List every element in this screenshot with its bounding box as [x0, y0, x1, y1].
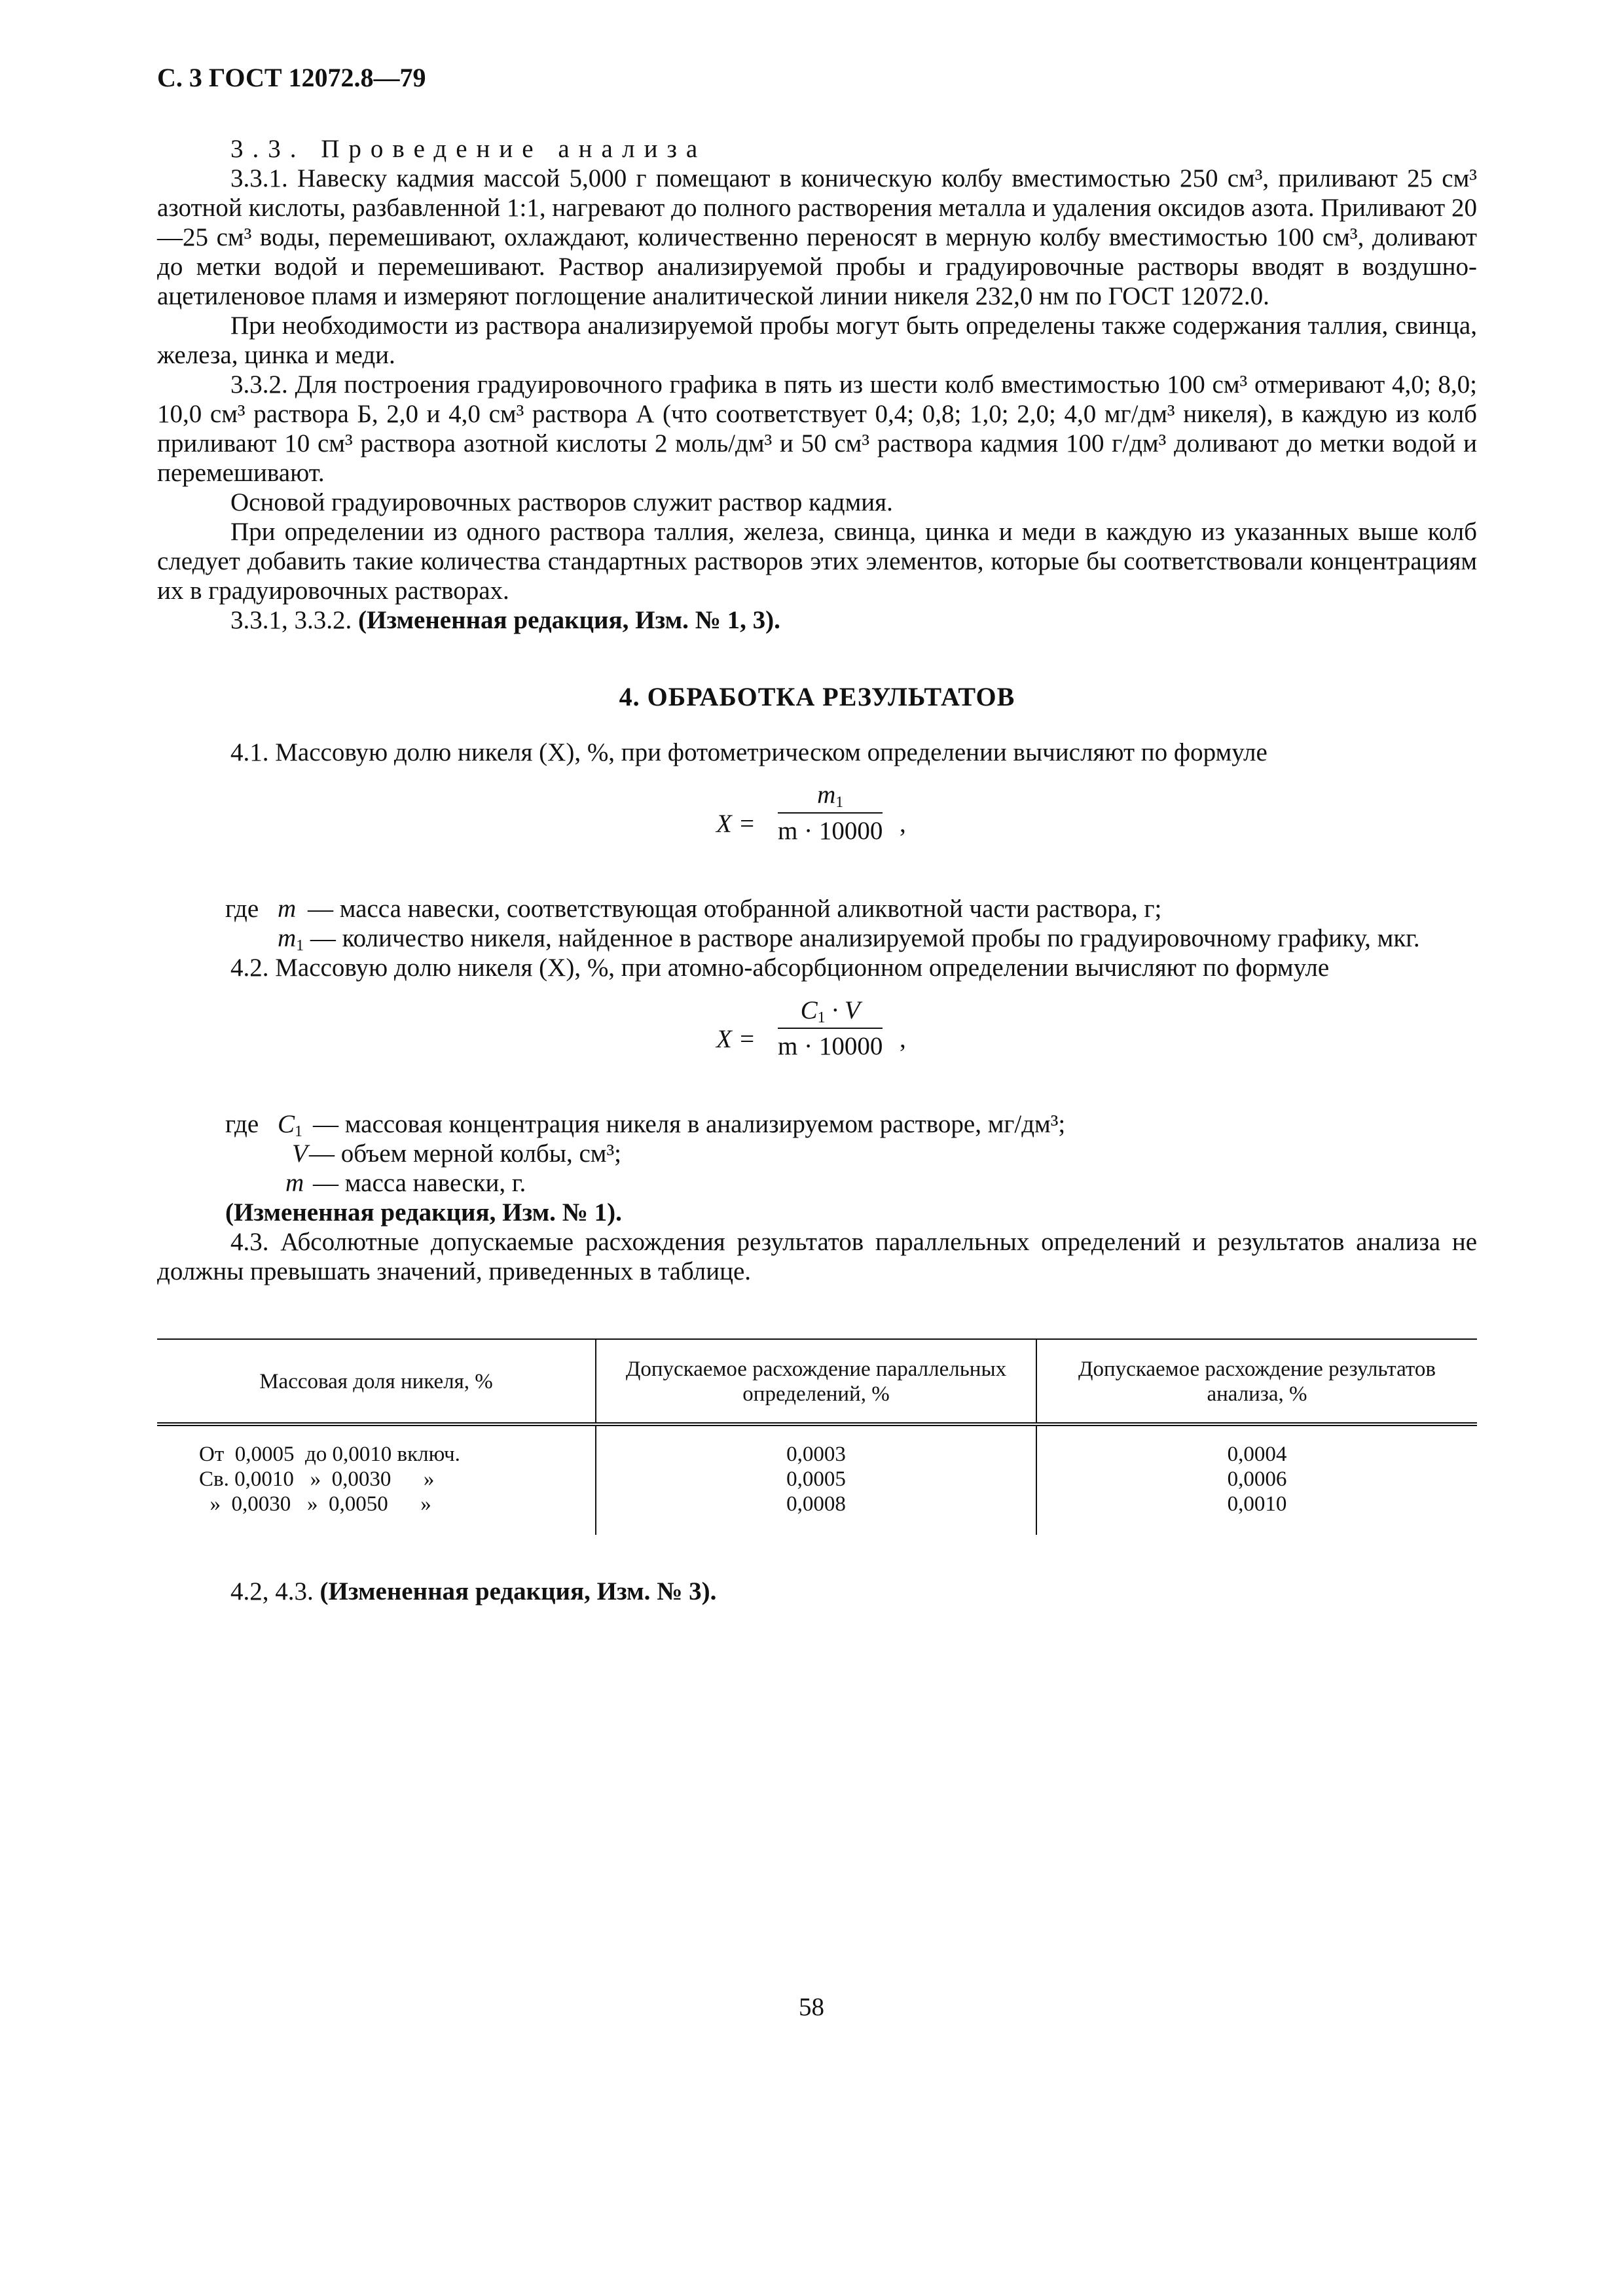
- paragraph-4-1: 4.1. Массовую долю никеля (X), %, при фотометрическом определении вычисляют по формуле: [230, 738, 1267, 766]
- formula-1-tail: ,: [900, 810, 906, 838]
- where-1-row-1: где m — масса навески, соответствующая отобранной аликвотной части раствора, г;: [225, 895, 1162, 923]
- formula-2-lhs: X =: [716, 1025, 756, 1053]
- formula-2-numerator: $C_1 \cdot V$: [778, 996, 883, 1029]
- amendment-text: (Измененная редакция, Изм. № 1, 3).: [358, 606, 780, 634]
- amendment-final: [157, 1577, 1477, 1606]
- where-1-row-2: $m_1$ — количество никеля, найденное в растворе анализируемой пробы по градуировочному графику, мкг.: [278, 924, 1420, 954]
- table-cell: Св. 0,0010 » 0,0030 »: [199, 1467, 435, 1491]
- table-cell: 0,0006: [1036, 1467, 1477, 1492]
- table-cell: 0,0003: [596, 1424, 1036, 1467]
- paragraph-3-3-2-note: При определении из одного раствора таллия, железа, свинца, цинка и меди в каждую из указанных выше колб следует добавить такие количества стандартных растворов этих элементов, которые бы соответствовали концентрациям их в градуировочных растворах.: [157, 518, 1477, 605]
- section-4-title: 4. ОБРАБОТКА РЕЗУЛЬТАТОВ: [619, 682, 1015, 711]
- formula-1-numerator: $m_1$: [778, 780, 883, 814]
- formula-2-tail: ,: [900, 1025, 906, 1053]
- table-header-cell: Допускаемое расхождение результатов анализа, %: [1036, 1339, 1477, 1424]
- paragraph-4-2: 4.2. Массовую долю никеля (X), %, при атомно-абсорбционном определении вычисляют по формуле: [230, 954, 1330, 982]
- table-header-cell: Допускаемое расхождение параллельных определений, %: [596, 1339, 1036, 1424]
- where-2-row-1: где $C_1$ — массовая концентрация никеля в анализируемом растворе, мг/дм³;: [225, 1110, 1066, 1140]
- tolerance-table: [157, 1338, 1477, 1535]
- formula-2: [157, 996, 1477, 1094]
- subsection-title-3-3: 3.3. Проведение анализа: [230, 135, 707, 163]
- amendment-ref: 4.2, 4.3.: [230, 1577, 314, 1605]
- amendment-3-3: [157, 605, 1477, 635]
- table-cell: » 0,0030 » 0,0050 »: [199, 1492, 431, 1516]
- formula-1-denominator: m · 10000: [778, 817, 883, 845]
- document-page: [157, 63, 1477, 1606]
- table-cell: 0,0010: [1036, 1492, 1477, 1535]
- paragraph-4-3: 4.3. Абсолютные допускаемые расхождения результатов параллельных определений и результатов анализа не должны превышать значений, приведенных в таблице.: [157, 1228, 1477, 1285]
- where-2-row-2: V — объем мерной колбы, см³;: [292, 1139, 621, 1168]
- table-cell: 0,0004: [1036, 1424, 1477, 1467]
- table-cell: 0,0008: [596, 1492, 1036, 1535]
- table-cell: От 0,0005 до 0,0010 включ.: [199, 1443, 460, 1466]
- formula-1: [157, 780, 1477, 878]
- table-header-cell: Массовая доля никеля, %: [157, 1339, 596, 1424]
- table-cell: 0,0005: [596, 1467, 1036, 1492]
- amendment-4-2: (Измененная редакция, Изм. № 1).: [225, 1198, 622, 1227]
- paragraph-3-3-2-base: Основой градуировочных растворов служит раствор кадмия.: [230, 488, 893, 516]
- page-number: 58: [799, 1993, 824, 2021]
- paragraph-3-3-2: 3.3.2. Для построения градуировочного графика в пять из шести колб вместимостью 100 см³ отмеривают 4,0; 8,0; 10,0 см³ раствора Б, 2,0 и 4,0 см³ раствора А (что соответствует 0,4; 0,8; 1,0; 2,0; 4,0 мг/дм³ никеля), в каждую из колб приливают 10 см³ раствора азотной кислоты 2 моль/дм³ и 50 см³ раствора кадмия 100 г/дм³ доливают до метки водой и перемешивают.: [157, 370, 1477, 487]
- table-row: [157, 1424, 1477, 1467]
- formula-2-fraction: [778, 996, 883, 1061]
- formula-2-denominator: m · 10000: [778, 1032, 883, 1060]
- paragraph-3-3-1-note: При необходимости из раствора анализируемой пробы могут быть определены также содержания таллия, свинца, железа, цинка и меди.: [157, 312, 1477, 369]
- amendment-ref: 3.3.1, 3.3.2.: [230, 606, 352, 634]
- paragraph-3-3-1: 3.3.1. Навеску кадмия массой 5,000 г помещают в коническую колбу вместимостью 250 см³, приливают 25 см³ азотной кислоты, разбавленной 1:1, нагревают до полного растворения металла и удаления оксидов азота. Приливают 20—25 см³ воды, перемешивают, охлаждают, количественно переносят в мерную колбу вместимостью 100 см³, доливают до метки водой и перемешивают. Раствор анализируемой пробы и градуировочные растворы вводят в воздушно-ацетиленовое пламя и измеряют поглощение аналитической линии никеля 232,0 нм по ГОСТ 12072.0.: [157, 164, 1477, 310]
- page-header: С. 3 ГОСТ 12072.8—79: [157, 63, 426, 92]
- where-2-row-3: m — масса навески, г.: [285, 1169, 526, 1197]
- formula-1-fraction: [778, 780, 883, 846]
- formula-1-lhs: X =: [716, 810, 756, 838]
- table-row: [157, 1492, 1477, 1535]
- amendment-text: (Измененная редакция, Изм. № 3).: [319, 1577, 717, 1605]
- table-row: [157, 1467, 1477, 1492]
- table-header-row: [157, 1339, 1477, 1424]
